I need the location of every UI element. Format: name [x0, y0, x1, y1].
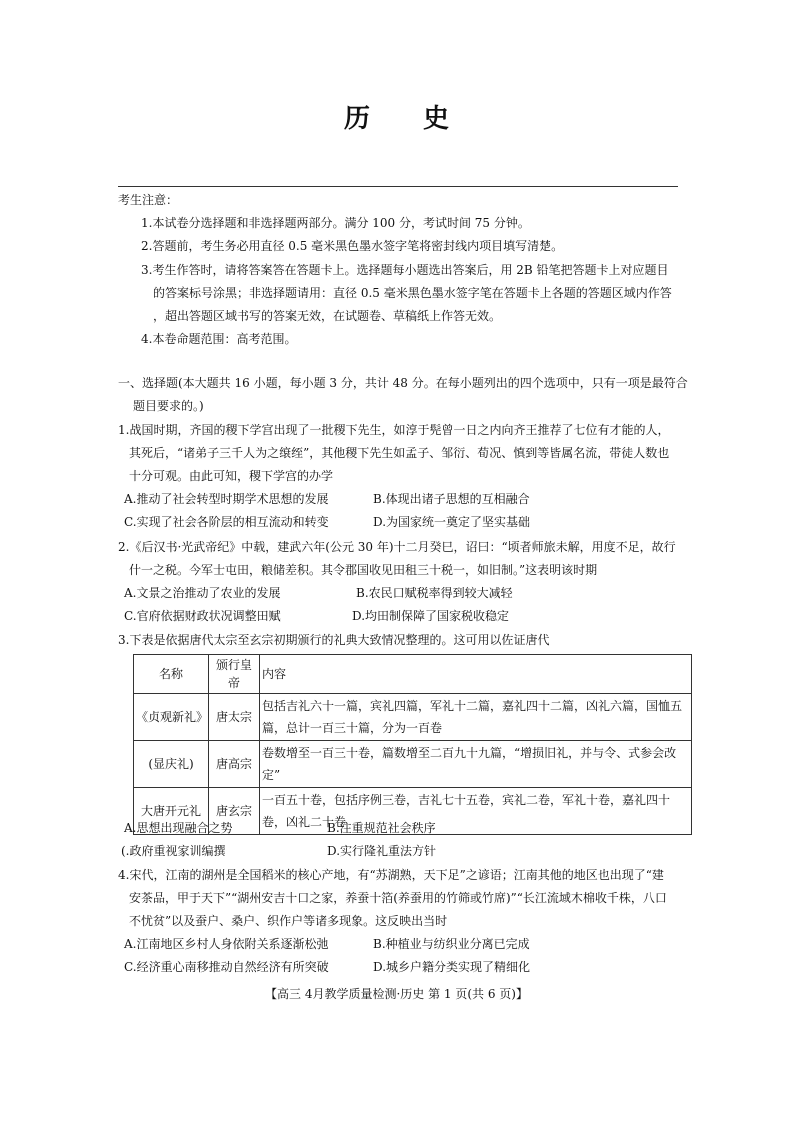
table-cell-name: 大唐开元礼	[134, 788, 209, 835]
q1-option-d: D.为国家统一奠定了坚实基础	[373, 515, 531, 529]
q2-option-d: D.均田制保障了国家税收稳定	[352, 609, 510, 623]
table-header: 颁行皇帝	[209, 655, 260, 694]
table-header-row	[134, 655, 692, 694]
q3-table	[133, 654, 692, 835]
q1-option-b: B.体现出诸子思想的互相融合	[373, 492, 530, 506]
page-title: 历 史	[343, 104, 472, 134]
table-cell-emperor: 唐太宗	[209, 694, 260, 741]
q3-option-d: D.实行隆礼重法方针	[327, 844, 437, 858]
notice-heading: 考生注意：	[118, 193, 179, 207]
table-header: 内容	[260, 655, 692, 694]
table-cell-content: 包括吉礼六十一篇，宾礼四篇，军礼十二篇，嘉礼四十二篇，凶礼六篇，国恤五篇，总计一百三十篇，分为一百卷	[260, 694, 692, 741]
notice-item: ，超出答题区域书写的答案无效，在试题卷、草稿纸上作答无效。	[153, 309, 502, 323]
q2-option-a: A.文景之治推动了农业的发展	[124, 586, 281, 600]
q1-option-c: C.实现了社会各阶层的相互流动和转变	[124, 515, 329, 529]
q3-option-b: B.注重规范社会秩序	[327, 821, 436, 835]
notice-item: 2.答题前，考生务必用直径 0.5 毫米黑色墨水签字笔将密封线内项目填写清楚。	[141, 239, 564, 253]
q2-option-c: C.官府依据财政状况调整田赋	[124, 609, 281, 623]
q3-option-c: (.政府重视家训编撰	[121, 844, 226, 858]
q2-stem: 2.《后汉书·光武帝纪》中载，建武六年(公元 30 年)十二月癸巳，诏曰：“顷者师旅未解，用度不足，故行	[118, 540, 676, 554]
q3-option-a: A.思想出现融合之势	[124, 821, 233, 835]
q1-option-a: A.推动了社会转型时期学术思想的发展	[124, 492, 329, 506]
q1-stem: 十分可观。由此可知，稷下学宫的办学	[129, 469, 334, 483]
q1-stem: 其死后，“诸弟子三千人为之缞绖”，其他稷下先生如孟子、邹衍、荀况、慎到等皆属名流，带徒人数也	[129, 446, 670, 460]
table-row	[134, 694, 692, 741]
table-cell-name: 《贞观新礼》	[134, 694, 209, 741]
table-cell-name: (显庆礼)	[134, 741, 209, 788]
header-rule	[118, 186, 678, 187]
table-cell-content: 卷数增至一百三十卷，篇数增至二百九十九篇，“增损旧礼，并与令、式参会改定”	[260, 741, 692, 788]
notice-item: 4.本卷命题范围：高考范围。	[141, 332, 297, 346]
q4-stem: 4.宋代，江南的湖州是全国稻米的核心产地，有“苏湖熟，天下足”之谚语；江南其他的地区也出现了“建	[118, 868, 664, 882]
table-cell-emperor: 唐高宗	[209, 741, 260, 788]
q4-option-d: D.城乡户籍分类实现了精细化	[373, 960, 531, 974]
table-row	[134, 741, 692, 788]
notice-item: 3.考生作答时，请将答案答在答题卡上。选择题每小题选出答案后，用 2B 铅笔把答题卡上对应题目	[141, 263, 669, 277]
q2-option-b: B.农民口赋税率得到较大减轻	[356, 586, 513, 600]
table-cell-content: 一百五十卷，包括序例三卷，吉礼七十五卷，宾礼二卷，军礼十卷，嘉礼四十卷，凶礼二十卷	[260, 788, 692, 835]
section-heading-cont: 题目要求的。)	[133, 399, 204, 413]
q3-stem: 3.下表是依据唐代太宗至玄宗初期颁行的礼典大致情况整理的。这可用以佐证唐代	[118, 633, 550, 647]
page-footer: 【高三 4月教学质量检测·历史 第 1 页(共 6 页)】	[265, 987, 528, 1001]
q4-stem: 不忧贫”以及蚕户、桑户、织作户等诸多现象。这反映出当时	[129, 914, 448, 928]
notice-item: 1.本试卷分选择题和非选择题两部分。满分 100 分，考试时间 75 分钟。	[141, 216, 530, 230]
section-heading: 一、选择题(本大题共 16 小题，每小题 3 分，共计 48 分。在每小题列出的四个选项中，只有一项是最符合	[118, 376, 688, 390]
q4-option-a: A.江南地区乡村人身依附关系逐渐松弛	[124, 937, 329, 951]
q2-stem: 什一之税。今军士屯田，粮储差积。其令郡国收见田租三十税一，如旧制。”这表明该时期	[129, 563, 598, 577]
notice-item: 的答案标号涂黑；非选择题请用：直径 0.5 毫米黑色墨水签字笔在答题卡上各题的答题区域内作答	[153, 286, 672, 300]
table-cell-emperor: 唐玄宗	[209, 788, 260, 835]
q4-option-b: B.种植业与纺织业分离已完成	[373, 937, 530, 951]
q4-option-c: C.经济重心南移推动自然经济有所突破	[124, 960, 329, 974]
table-header: 名称	[134, 655, 209, 694]
q4-stem: 安茶品，甲于天下”“湖州安吉十口之家，养蚕十箔(养蚕用的竹筛或竹席)”“长江流域木棉收千株，八口	[129, 891, 667, 905]
q1-stem: 1.战国时期，齐国的稷下学宫出现了一批稷下先生，如淳于髡曾一日之内向齐王推荐了七位有才能的人，	[118, 423, 670, 437]
